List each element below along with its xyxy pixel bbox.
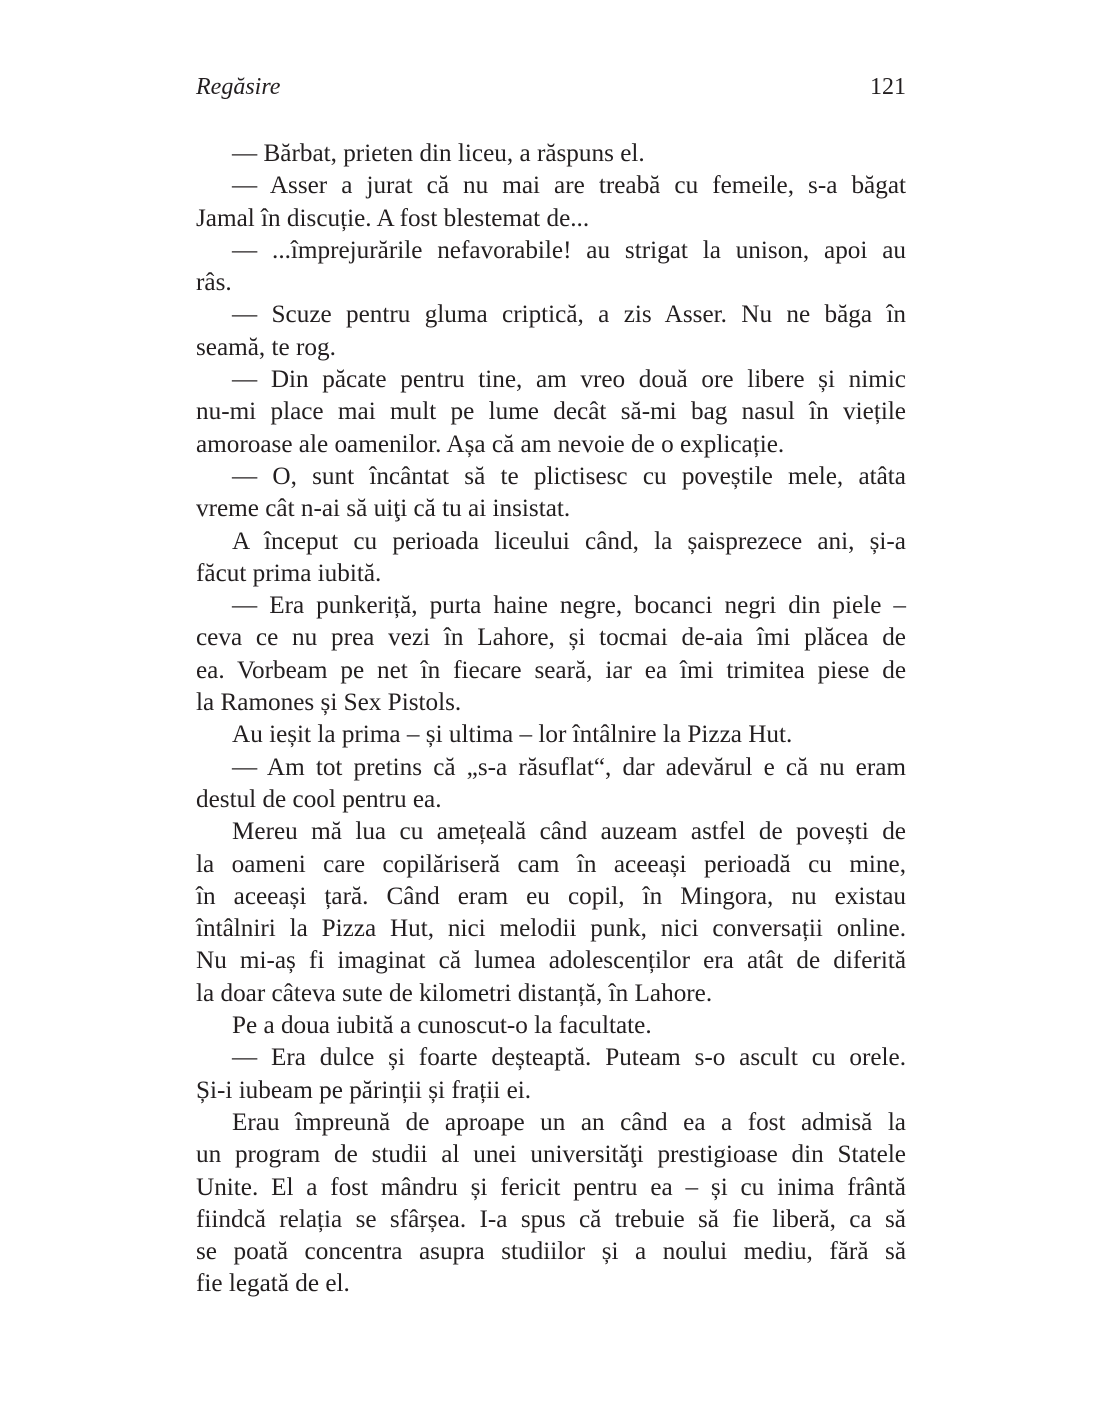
text-line: amoroase ale oamenilor. Așa că am nevoie de o explicație. [196, 430, 785, 458]
text-line: — Bărbat, prieten din liceu, a răspuns el. [232, 140, 645, 167]
paragraph [196, 138, 906, 170]
text-line: la oameni care copilăriseră cam în aceeași perioadă cu mine, [196, 850, 906, 878]
text-line: nu-mi place mai mult pe lume decât să-mi bag nasul în viețile [196, 398, 906, 426]
paragraph [196, 299, 906, 364]
paragraph [196, 170, 906, 235]
text-line: la doar câteva sute de kilometri distanță, în Lahore. [196, 979, 713, 1007]
paragraph [196, 590, 906, 719]
text-line: — O, sunt încântat să te plictisesc cu poveștile mele, atâta [232, 462, 906, 490]
body-text [196, 138, 906, 1301]
text-line: Pe a doua iubită a cunoscut-o la facultate. [232, 1012, 652, 1040]
text-line: — Asser a jurat că nu mai are treabă cu femeile, s-a băgat [232, 172, 906, 200]
text-line: un program de studii al unei universităţi prestigioase din Statele [196, 1141, 906, 1169]
text-line: A început cu perioada liceului când, la șaisprezece ani, și-a [232, 527, 906, 555]
paragraph [196, 816, 906, 1010]
text-line: făcut prima iubită. [196, 559, 382, 587]
text-line: Unite. El a fost mândru și fericit pentru ea – și cu inima frântă [196, 1173, 906, 1201]
text-line: — Am tot pretins că „s-a răsuflat“, dar adevărul e că nu eram [232, 753, 906, 781]
paragraph [196, 1107, 906, 1301]
paragraph [196, 719, 906, 751]
text-line: Au ieșit la prima – și ultima – lor întâlnire la Pizza Hut. [232, 721, 793, 749]
text-line: Jamal în discuție. A fost blestemat de... [196, 204, 590, 232]
paragraph [196, 526, 906, 591]
text-line: Mereu mă lua cu amețeală când auzeam astfel de povești de [232, 818, 906, 846]
paragraph [196, 1010, 906, 1042]
text-line: la Ramones și Sex Pistols. [196, 689, 462, 717]
text-line: ea. Vorbeam pe net în fiecare seară, iar ea îmi trimitea piese de [196, 656, 906, 684]
text-line: ceva ce nu prea vezi în Lahore, și tocmai de-aia îmi plăcea de [196, 624, 906, 652]
paragraph [196, 364, 906, 461]
text-line: fiindcă relația se sfârșea. I-a spus că trebuie să fie liberă, ca să [196, 1205, 906, 1233]
text-line: — Scuze pentru gluma criptică, a zis Asser. Nu ne băga în [232, 301, 906, 329]
text-line: se poată concentra asupra studiilor și a noului mediu, fără să [196, 1238, 906, 1266]
paragraph [196, 235, 906, 300]
text-line: vreme cât n-ai să uiţi că tu ai insistat. [196, 495, 571, 523]
paragraph [196, 752, 906, 817]
running-title: Regăsire [196, 74, 281, 100]
paragraph [196, 1042, 906, 1107]
page-number: 121 [870, 74, 906, 100]
text-line: — ...împrejurările nefavorabile! au strigat la unison, apoi au [232, 236, 906, 264]
text-line: Erau împreună de aproape un an când ea a fost admisă la [232, 1108, 906, 1136]
text-line: în aceeași țară. Când eram eu copil, în Mingora, nu existau [196, 882, 906, 910]
paragraph [196, 461, 906, 526]
text-line: seamă, te rog. [196, 333, 336, 361]
text-line: — Din păcate pentru tine, am vreo două ore libere și nimic [232, 366, 906, 394]
text-line: destul de cool pentru ea. [196, 785, 442, 813]
running-head [196, 74, 906, 108]
text-line: Nu mi-aș fi imaginat că lumea adolescenților era atât de diferită [196, 947, 906, 975]
text-line: — Era dulce și foarte deșteaptă. Puteam s-o ascult cu orele. [232, 1044, 906, 1072]
text-line: fie legată de el. [196, 1270, 350, 1298]
text-line: — Era punkeriță, purta haine negre, bocanci negri din piele – [232, 592, 906, 620]
text-line: întâlniri la Pizza Hut, nici melodii punk, nici conversații online. [196, 915, 906, 943]
text-line: râs. [196, 269, 232, 297]
text-line: Și-i iubeam pe părinții și frații ei. [196, 1076, 532, 1104]
